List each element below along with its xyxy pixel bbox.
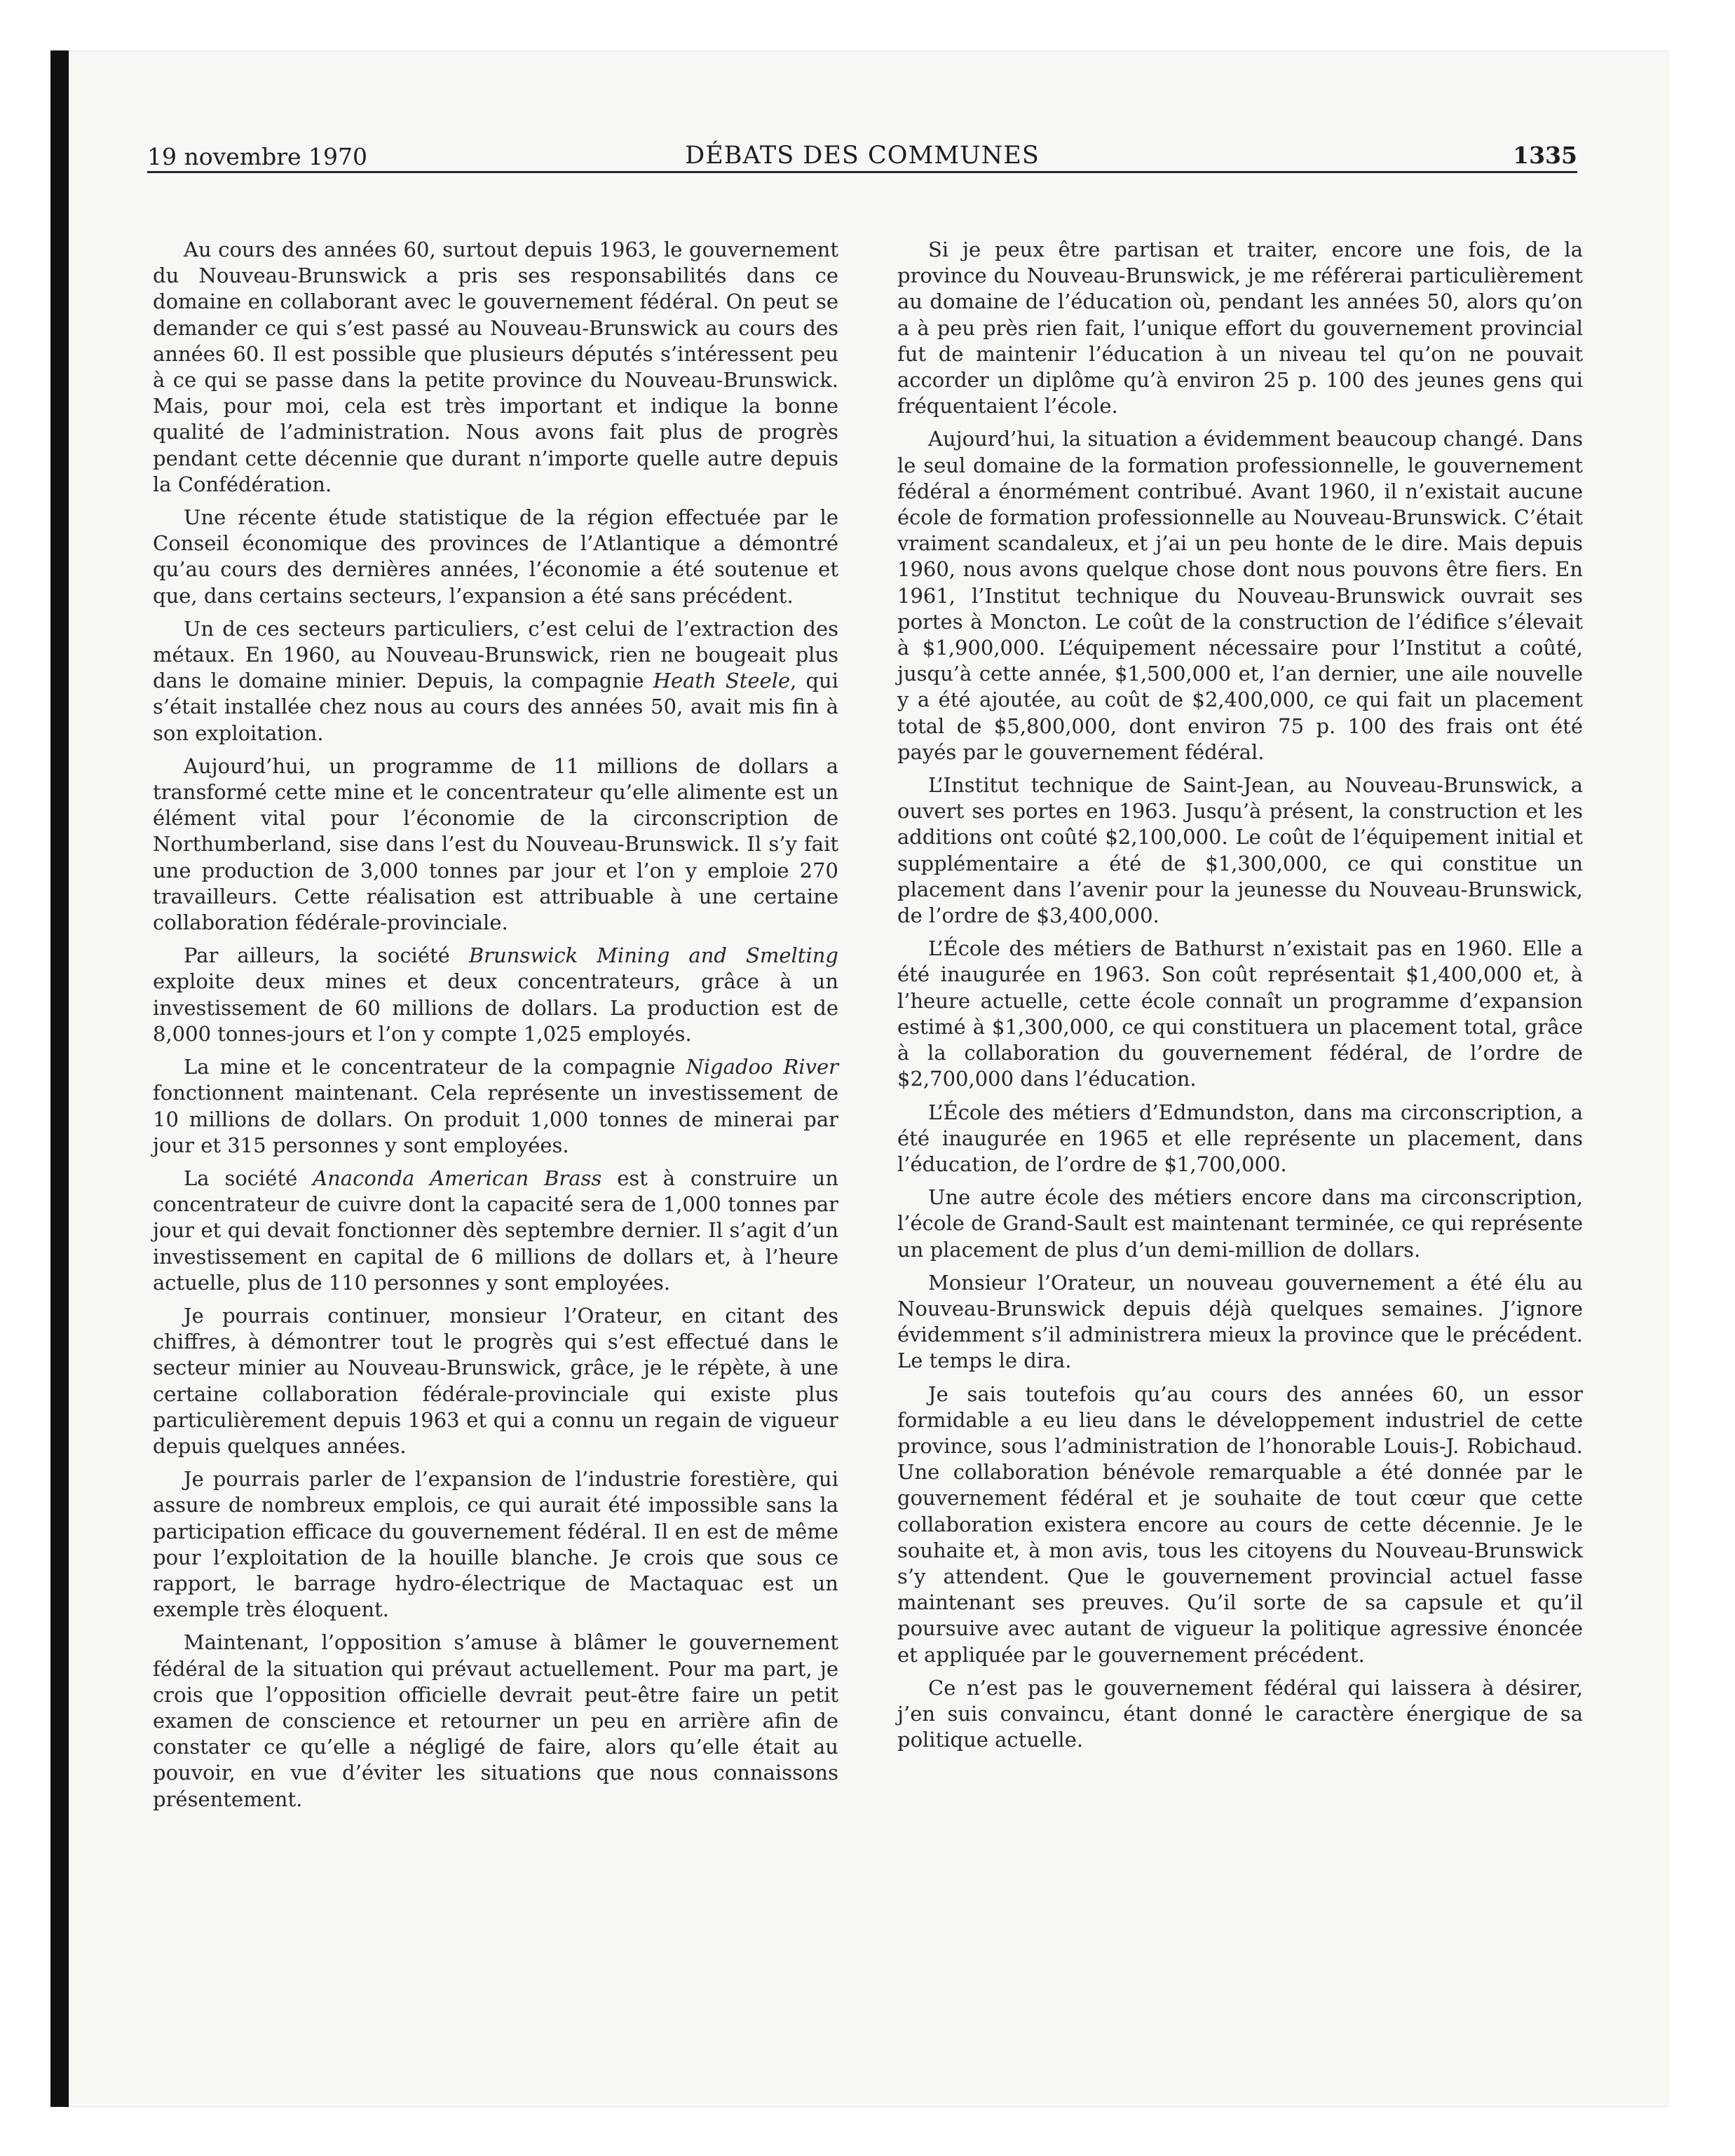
paragraph-text: Je pourrais parler de l’expansion de l’industrie forestière, qui assure de nombreux emplois, ce qui aurait été impossible sans la participation efficace du gouvernement fédéral. Il en est de même pour l’exploitation de la houille blanche. Je crois que sous ce rapport, le barrage hydro-électrique de Mactaquac est un exemple très éloquent.	[153, 1467, 838, 1622]
paragraph	[153, 616, 838, 746]
paragraph-text: Au cours des années 60, surtout depuis 1963, le gouvernement du Nouveau-Brunswick a pris ses responsabilités dans ce domaine en collaborant avec le gouvernement fédéral. On peut se demander ce qui s’est passé au Nouveau-Brunswick au cours des années 60. Il est possible que plusieurs députés s’intéressent peu à ce qui se passe dans la petite province du Nouveau-Brunswick. Mais, pour moi, cela est très important et indique la bonne qualité de l’administration. Nous avons fait plus de progrès pendant cette décennie que durant n’importe quelle autre depuis la Confédération.	[153, 238, 838, 496]
company-name: Brunswick Mining and Smelting	[468, 943, 838, 968]
paragraph	[897, 237, 1583, 419]
paragraph-text: exploite deux mines et deux concentrateurs, grâce à un investissement de 60 millions de dollars. La production est de 8,000 tonnes-jours et l’on y compte 1,025 employés.	[153, 969, 838, 1046]
paragraph-text: La mine et le concentrateur de la compagnie	[184, 1055, 686, 1079]
scan-border	[50, 50, 69, 2107]
paragraph-text: Une récente étude statistique de la région effectuée par le Conseil économique des provinces de l’Atlantique a démontré qu’au cours des dernières années, l’économie a été soutenue et que, dans certains secteurs, l’expansion a été sans précédent.	[153, 505, 838, 608]
company-name: Heath Steele	[653, 669, 791, 693]
paragraph	[153, 1466, 838, 1623]
paragraph	[897, 1185, 1583, 1263]
paragraph	[897, 1270, 1583, 1374]
paragraph-text: La société	[184, 1166, 313, 1190]
paragraph-text: est à construire un concentrateur de cuivre dont la capacité sera de 1,000 tonnes par jour et qui devait fonctionner dès septembre dernier. Il s’agit d’un investissement en capital de 6 millions de dollars et, à l’heure actuelle, plus de 110 personnes y sont employées.	[153, 1166, 838, 1295]
paragraph	[897, 1381, 1583, 1668]
header-title: DÉBATS DES COMMUNES	[685, 142, 1040, 170]
left-column	[153, 237, 838, 1820]
paragraph	[153, 237, 838, 498]
page-header	[147, 140, 1577, 173]
paragraph-text: Par ailleurs, la société	[184, 943, 469, 968]
paragraph	[153, 1303, 838, 1459]
paragraph-text: L’École des métiers de Bathurst n’existait pas en 1960. Elle a été inaugurée en 1963. Son coût représentait $1,400,000 et, à l’heure actuelle, cette école connaît un programme d’expansion estimé à $1,300,000, ce qui constituera un placement total, grâce à la collaboration du gouvernement fédéral, de l’ordre de $2,700,000 dans l’éducation.	[897, 936, 1583, 1091]
paragraph	[153, 1630, 838, 1812]
paragraph	[153, 505, 838, 609]
paragraph	[153, 1166, 838, 1296]
paragraph-text: Un de ces secteurs particuliers, c’est celui de l’extraction des métaux. En 1960, au Nouveau-Brunswick, rien ne bougeait plus dans le domaine minier. Depuis, la compagnie	[153, 616, 838, 693]
paragraph-text: Monsieur l’Orateur, un nouveau gouvernement a été élu au Nouveau-Brunswick depuis déjà quelques semaines. J’ignore évidemment s’il administrera mieux la province que le précédent. Le temps le dira.	[897, 1270, 1583, 1373]
paragraph	[153, 753, 838, 936]
paragraph-text: L’Institut technique de Saint-Jean, au Nouveau-Brunswick, a ouvert ses portes en 1963. Jusqu’à présent, la construction et les additions ont coûté $2,100,000. Le coût de l’équipement initial et supplémentaire a été de $1,300,000, ce qui constitue un placement dans l’avenir pour la jeunesse du Nouveau-Brunswick, de l’ordre de $3,400,000.	[897, 773, 1583, 928]
paragraph-text: L’École des métiers d’Edmundston, dans ma circonscription, a été inaugurée en 1965 et elle représente un placement, dans l’éducation, de l’ordre de $1,700,000.	[897, 1100, 1583, 1176]
paragraph-text: , qui s’était installée chez nous au cours des années 50, avait mis fin à son exploitation.	[153, 669, 839, 745]
paragraph-text: Maintenant, l’opposition s’amuse à blâmer le gouvernement fédéral de la situation qui prévaut actuellement. Pour ma part, je crois que l’opposition officielle devrait peut-être faire un petit examen de conscience et retourner un peu en arrière afin de constater ce qu’elle a négligé de faire, alors qu’elle était au pouvoir, en vue d’éviter les situations que nous connaissons présentement.	[153, 1630, 838, 1811]
paragraph	[153, 1054, 838, 1159]
paragraph-text: Je pourrais continuer, monsieur l’Orateur, en citant des chiffres, à démontrer tout le progrès qui s’est effectué dans le secteur minier au Nouveau-Brunswick, grâce, je le répète, à une certaine collaboration fédérale-provinciale qui existe plus particulièrement depuis 1963 et qui a connu un regain de vigueur depuis quelques années.	[153, 1303, 838, 1458]
paragraph-text: fonctionnent maintenant. Cela représente un investissement de 10 millions de dollars. On produit 1,000 tonnes de minerai par jour et 315 personnes y sont employées.	[153, 1081, 838, 1157]
paragraph-text: Aujourd’hui, un programme de 11 millions de dollars a transformé cette mine et le concentrateur qu’elle alimente est un élément vital pour l’économie de la circonscription de Northumberland, sise dans l’est du Nouveau-Brunswick. Il s’y fait une production de 3,000 tonnes par jour et l’on y emploie 270 travailleurs. Cette réalisation est attribuable à une certaine collaboration fédérale-provinciale.	[153, 753, 838, 935]
header-date: 19 novembre 1970	[147, 143, 367, 170]
paragraph	[897, 426, 1583, 765]
paragraph	[897, 772, 1583, 929]
paragraph-text: Aujourd’hui, la situation a évidemment beaucoup changé. Dans le seul domaine de la formation professionnelle, le gouvernement fédéral a énormément contribué. Avant 1960, il n’existait aucune école de formation professionnelle au Nouveau-Brunswick. C’était vraiment scandaleux, et j’ai un peu honte de le dire. Mais depuis 1960, nous avons quelque chose dont nous pouvons être fiers. En 1961, l’Institut technique du Nouveau-Brunswick ouvrait ses portes à Moncton. Le coût de la construction de l’édifice s’élevait à $1,900,000. L’équipement nécessaire pour l’Institut a coûté, jusqu’à cette année, $1,500,000 et, l’an dernier, une aile nouvelle y a été ajoutée, au coût de $2,400,000, ce qui fait un placement total de $5,800,000, dont environ 75 p. 100 des frais ont été payés par le gouvernement fédéral.	[897, 427, 1583, 764]
paragraph	[897, 1675, 1583, 1754]
paragraph-text: Je sais toutefois qu’au cours des années 60, un essor formidable a eu lieu dans le développement industriel de cette province, sous l’administration de l’honorable Louis-J. Robichaud. Une collaboration bénévole remarquable a été donnée par le gouvernement fédéral et je souhaite de tout cœur que cette collaboration existera encore au cours de cette décennie. Je le souhaite et, à mon avis, tous les citoyens du Nouveau-Brunswick s’y attendent. Que le gouvernement provincial actuel fasse maintenant ses preuves. Qu’il sorte de sa capsule et qu’il poursuive avec autant de vigueur la politique agressive énoncée et appliquée par le gouvernement précédent.	[897, 1381, 1583, 1667]
paragraph	[897, 1100, 1583, 1178]
company-name: Nigadoo River	[686, 1055, 838, 1079]
paragraph	[153, 943, 838, 1047]
paragraph-text: Une autre école des métiers encore dans ma circonscription, l’école de Grand-Sault est maintenant terminée, ce qui représente un placement de plus d’un demi-million de dollars.	[897, 1185, 1583, 1262]
company-name: Anaconda American Brass	[313, 1166, 602, 1190]
page-number: 1335	[1513, 142, 1577, 169]
right-column	[897, 237, 1583, 1760]
paragraph-text: Si je peux être partisan et traiter, encore une fois, de la province du Nouveau-Brunswick, je me référerai particulièrement au domaine de l’éducation où, pendant les années 50, alors qu’on a à peu près rien fait, l’unique effort du gouvernement provincial fut de maintenir l’éducation à un niveau tel qu’on ne pouvait accorder un diplôme qu’à environ 25 p. 100 des jeunes gens qui fréquentaient l’école.	[897, 238, 1583, 418]
paragraph	[897, 936, 1583, 1092]
paragraph-text: Ce n’est pas le gouvernement fédéral qui laissera à désirer, j’en suis convaincu, étant donné le caractère énergique de sa politique actuelle.	[897, 1675, 1583, 1752]
